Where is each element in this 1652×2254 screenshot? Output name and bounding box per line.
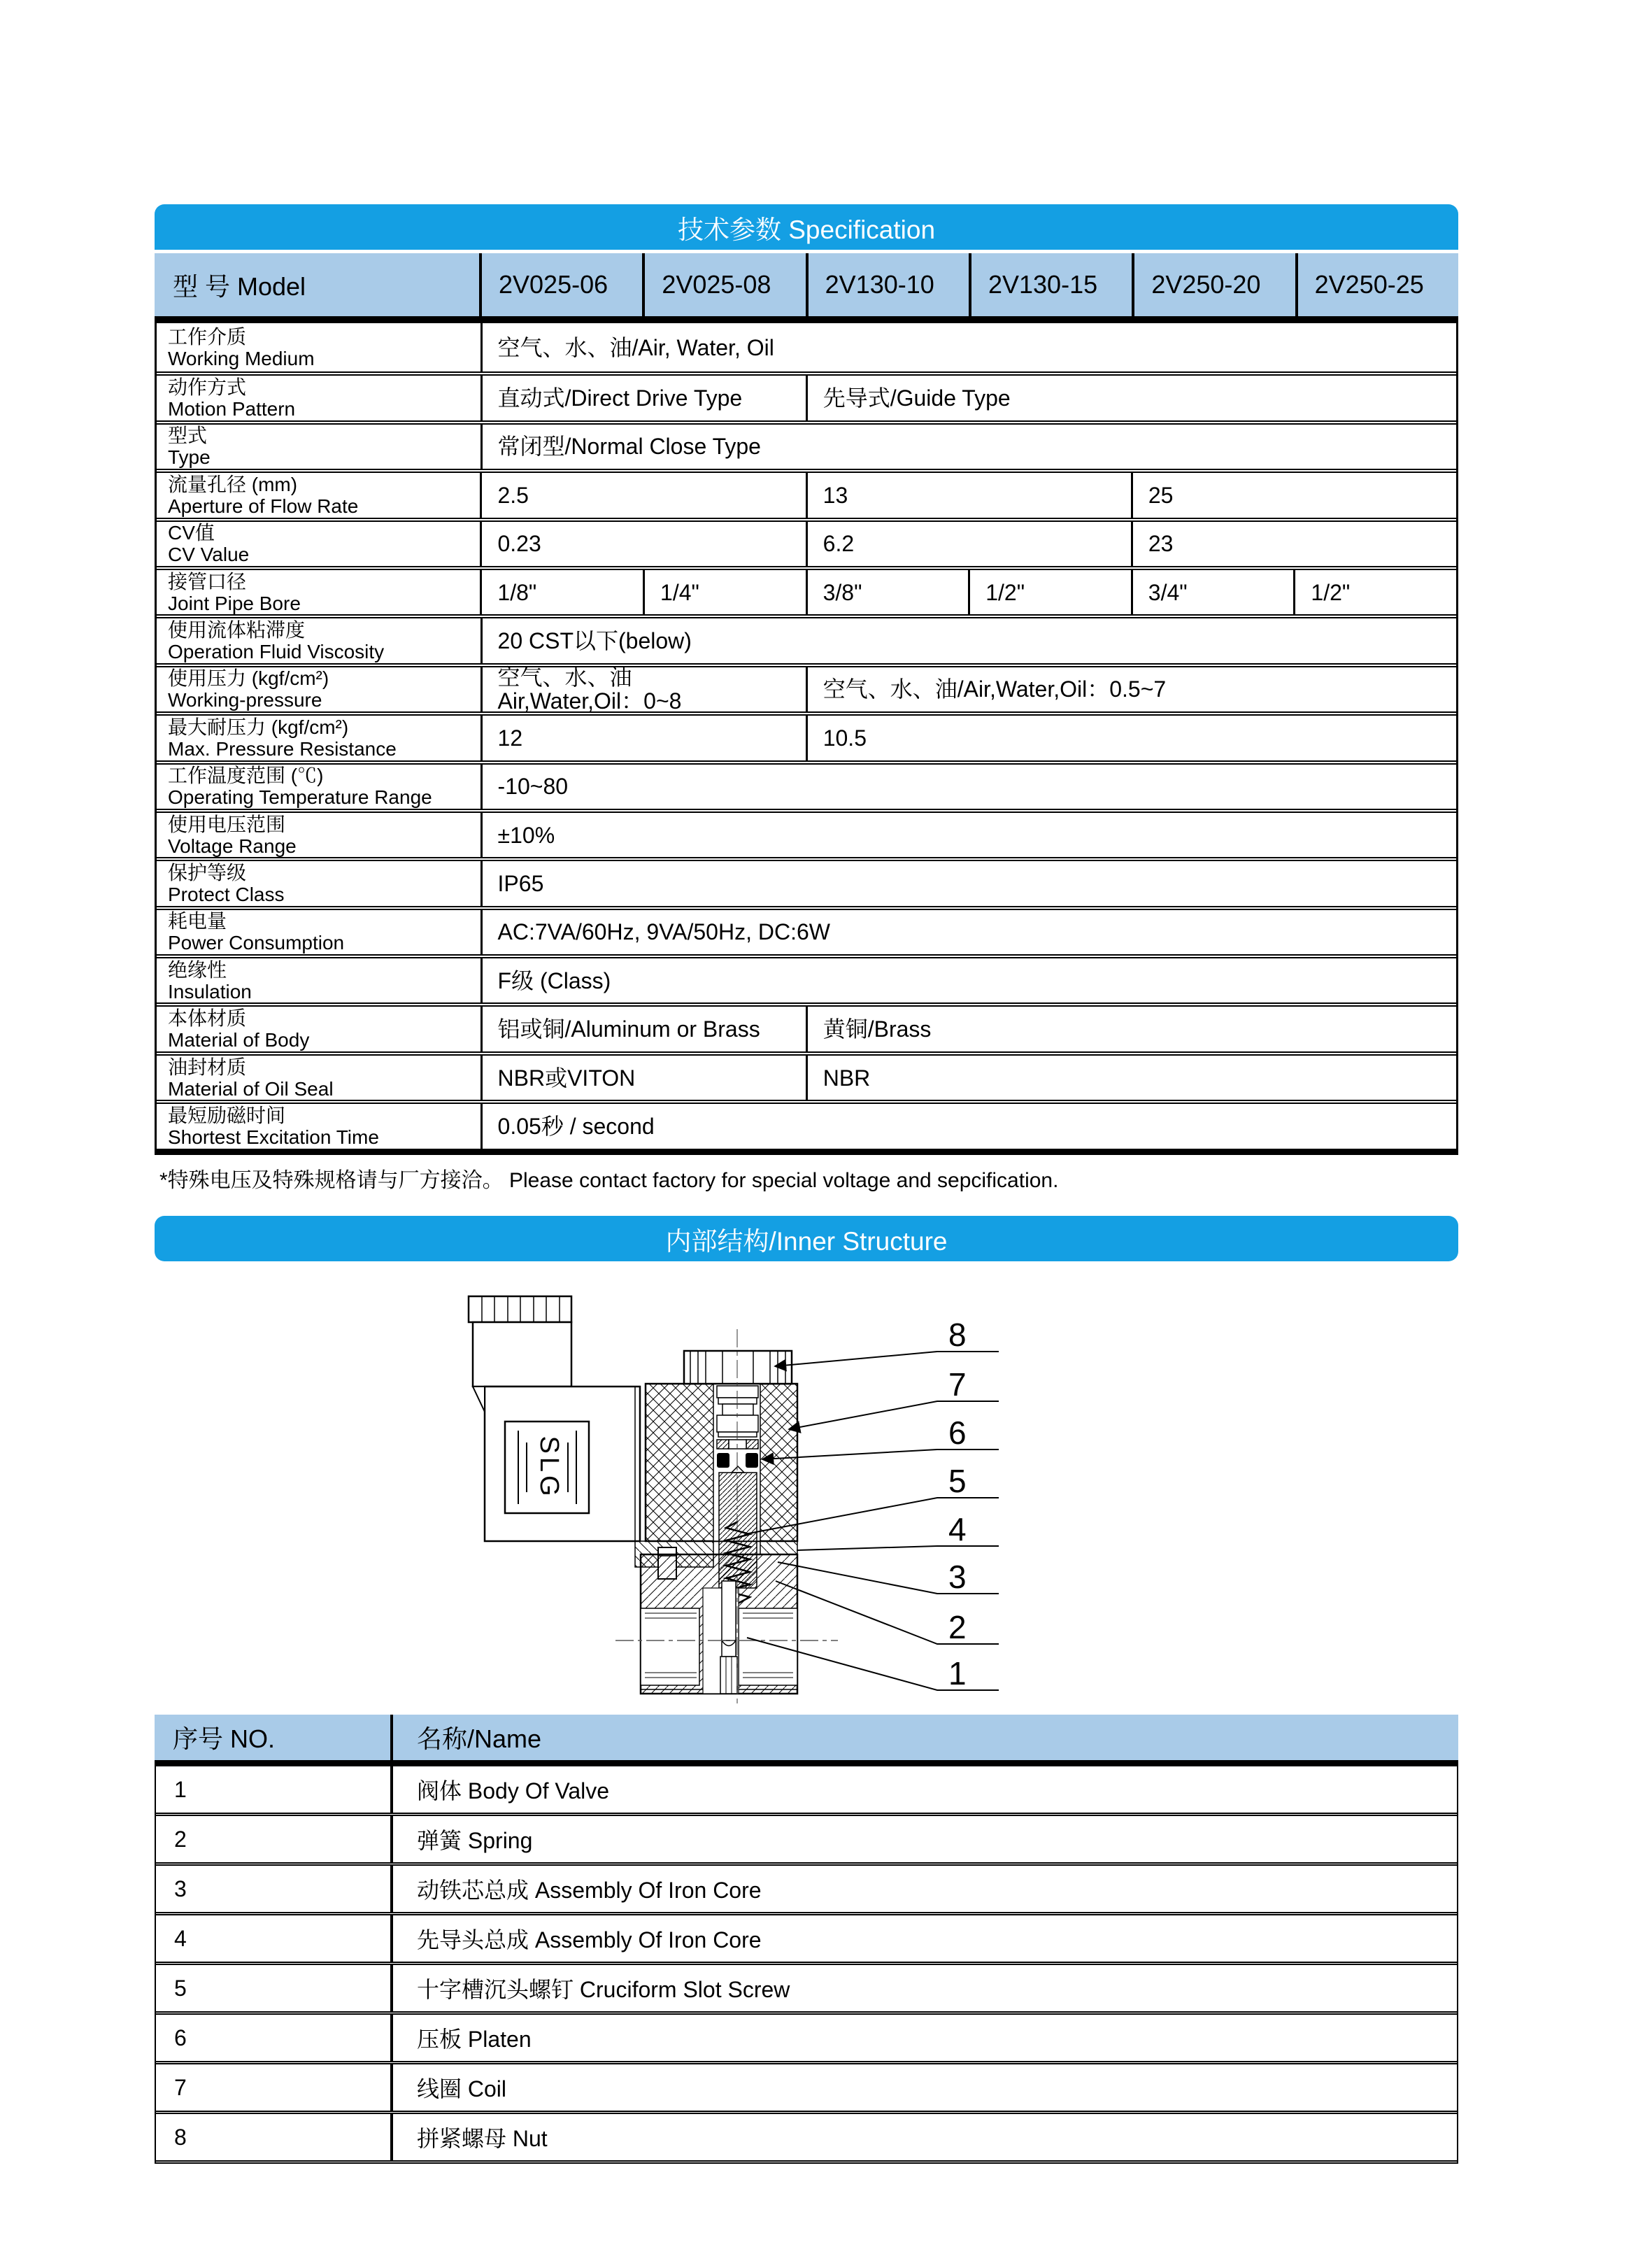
spec-row-label-zh: 绝缘性 bbox=[168, 958, 227, 981]
spec-row bbox=[157, 760, 1456, 809]
parts-row bbox=[156, 1965, 1457, 2015]
spec-row-label-en: Joint Pipe Bore bbox=[168, 592, 301, 614]
parts-row-no: 1 bbox=[174, 1776, 187, 1802]
left-port bbox=[641, 1608, 699, 1685]
spec-row-label-en: Motion Pattern bbox=[168, 398, 296, 420]
spec-row-label bbox=[157, 1056, 480, 1100]
parts-row bbox=[156, 2114, 1457, 2164]
connector-body bbox=[473, 1387, 640, 1541]
spec-section-title: 技术参数 Specification bbox=[677, 215, 936, 244]
spec-row bbox=[157, 371, 1456, 420]
callout-6: 6 bbox=[948, 1415, 967, 1451]
spec-row-label bbox=[157, 618, 480, 662]
parts-row-name: 先导头总成 Assembly Of Iron Core bbox=[390, 1915, 1457, 1962]
spec-value-cell: NBR或VITON bbox=[480, 1056, 806, 1100]
callout-7: 7 bbox=[948, 1366, 967, 1403]
spec-row-label-zh: 本体材质 bbox=[168, 1007, 247, 1030]
parts-row bbox=[156, 1866, 1457, 1915]
spec-row-label bbox=[157, 425, 480, 469]
spec-row-label bbox=[157, 861, 480, 905]
seal-ring-right bbox=[746, 1453, 758, 1468]
spec-value-cell: 20 CST以下(below) bbox=[480, 618, 1456, 662]
parts-row-no: 5 bbox=[174, 1975, 187, 2001]
model-cell: 2V250-20 bbox=[1132, 253, 1295, 316]
model-cell: 2V130-15 bbox=[969, 253, 1132, 316]
callout-5: 5 bbox=[948, 1463, 967, 1499]
valve-cross-section-diagram bbox=[385, 1287, 1014, 1707]
spec-row-label-en: Working Medium bbox=[168, 347, 315, 369]
spec-row bbox=[157, 954, 1456, 1002]
parts-row-name: 线圈 Coil bbox=[390, 2064, 1457, 2111]
spec-row-label-zh: 保护等级 bbox=[168, 861, 247, 884]
spec-row bbox=[157, 323, 1456, 371]
parts-row bbox=[156, 1816, 1457, 1866]
spec-row-label-en: Material of Body bbox=[168, 1029, 310, 1051]
model-header-row bbox=[155, 253, 1458, 316]
spec-row-label-zh: 最大耐压力 (kgf/cm²) bbox=[168, 716, 349, 738]
spec-row-label-zh: 流量孔径 (mm) bbox=[168, 473, 298, 495]
parts-row bbox=[156, 1766, 1457, 1816]
parts-row-no: 2 bbox=[174, 1826, 187, 1852]
spec-row-label-en: Protect Class bbox=[168, 883, 285, 905]
spec-row-label-zh: 耗电量 bbox=[168, 910, 227, 933]
spec-value-cell: ±10% bbox=[480, 813, 1456, 857]
spec-row-label bbox=[157, 1007, 480, 1051]
spec-value-cell: 23 bbox=[1131, 522, 1456, 566]
spec-row-label-en: CV Value bbox=[168, 544, 250, 566]
spec-row-label-zh: 动作方式 bbox=[168, 376, 247, 399]
spec-footnote: *特殊电压及特殊规格请与厂方接洽。 Please contact factory for special voltage and sepcification. bbox=[159, 1169, 1059, 1192]
spec-row bbox=[157, 614, 1456, 662]
spec-row-label-zh: 工作温度范围 (℃) bbox=[168, 765, 324, 787]
spec-row-label-zh: 使用流体粘滞度 bbox=[168, 619, 306, 642]
spec-row-label-zh: 接管口径 bbox=[168, 570, 247, 593]
valve-seat-cavity bbox=[703, 1581, 739, 1694]
spec-row bbox=[157, 1100, 1456, 1148]
spec-value-cell: IP65 bbox=[480, 861, 1456, 905]
spec-value-cell: 直动式/Direct Drive Type bbox=[480, 376, 806, 420]
spec-value-cell: 10.5 bbox=[806, 716, 1456, 760]
spec-value-cell: 12 bbox=[480, 716, 806, 760]
connector-cap bbox=[469, 1296, 571, 1387]
spec-value-line: Air,Water,Oil：0~8 bbox=[497, 688, 682, 714]
spec-value-cell: 1/2" bbox=[968, 570, 1131, 614]
spec-value-cell: F级 (Class) bbox=[480, 958, 1456, 1002]
parts-row-no: 7 bbox=[174, 2074, 187, 2100]
spec-value-cell: 6.2 bbox=[806, 522, 1131, 566]
callout-numbers bbox=[948, 1317, 967, 1692]
parts-row-no: 8 bbox=[174, 2124, 187, 2150]
spec-value-cell: 黄铜/Brass bbox=[806, 1007, 1456, 1051]
spec-row bbox=[157, 1051, 1456, 1100]
spec-row-label-en: Max. Pressure Resistance bbox=[168, 737, 397, 760]
spec-row bbox=[157, 420, 1456, 469]
spec-row-label-en: Aperture of Flow Rate bbox=[168, 495, 359, 517]
spec-row-label bbox=[157, 473, 480, 517]
spec-row-label-zh: 工作介质 bbox=[168, 325, 247, 348]
parts-row-no: 6 bbox=[174, 2025, 187, 2050]
spec-row bbox=[157, 566, 1456, 614]
spec-row-label bbox=[157, 765, 480, 809]
callout-3: 3 bbox=[948, 1559, 967, 1595]
model-cell: 2V130-10 bbox=[806, 253, 969, 316]
spec-row-label-zh: 型式 bbox=[168, 425, 208, 447]
spec-row bbox=[157, 663, 1456, 714]
model-cell: 2V025-06 bbox=[479, 253, 642, 316]
spec-row-label-en: Insulation bbox=[168, 980, 252, 1002]
spec-value-cell: 3/8" bbox=[806, 570, 969, 614]
spec-value-cell: 25 bbox=[1131, 473, 1456, 517]
spec-row-label bbox=[157, 522, 480, 566]
model-cell: 2V250-25 bbox=[1295, 253, 1458, 316]
spec-row-label-zh: 使用电压范围 bbox=[168, 813, 286, 835]
spec-value-cell: 0.23 bbox=[480, 522, 805, 566]
callout-8: 8 bbox=[948, 1317, 967, 1353]
spec-value-cell: 1/2" bbox=[1293, 570, 1456, 614]
spec-row-label-en: Working-pressure bbox=[168, 689, 322, 711]
parts-row-name: 十字槽沉头螺钉 Cruciform Slot Screw bbox=[390, 1965, 1457, 2011]
spec-row-label-en: Operation Fluid Viscosity bbox=[168, 641, 385, 663]
spec-value-cell: 1/8" bbox=[480, 570, 643, 614]
spec-row-label bbox=[157, 958, 480, 1002]
spec-row-label bbox=[157, 323, 480, 371]
parts-row-no: 3 bbox=[174, 1876, 187, 1901]
inner-structure-title-bar bbox=[155, 1216, 1458, 1261]
parts-table-rows bbox=[155, 1766, 1458, 2164]
spec-value-cell: 1/4" bbox=[643, 570, 806, 614]
spec-value-cell bbox=[480, 665, 806, 714]
parts-row-name: 动铁芯总成 Assembly Of Iron Core bbox=[390, 1866, 1457, 1912]
parts-row bbox=[156, 2064, 1457, 2114]
spec-value-line: 空气、水、油 bbox=[497, 665, 632, 690]
spec-row-label-zh: CV值 bbox=[168, 522, 215, 544]
right-port bbox=[739, 1608, 797, 1685]
model-row-divider bbox=[155, 316, 1458, 323]
spec-row bbox=[157, 711, 1456, 760]
spec-value-cell: 空气、水、油/Air,Water,Oil：0.5~7 bbox=[806, 667, 1456, 711]
parts-table bbox=[155, 1715, 1458, 2164]
spec-value-cell: 铝或铜/Aluminum or Brass bbox=[480, 1007, 806, 1051]
spec-row-label-en: Type bbox=[168, 446, 211, 469]
parts-table-header bbox=[155, 1715, 1458, 1766]
model-header-label: 型 号 Model bbox=[173, 271, 306, 301]
parts-row bbox=[156, 2015, 1457, 2064]
spec-row-label bbox=[157, 910, 480, 954]
spec-value-cell: 0.05秒 / second bbox=[480, 1104, 1456, 1148]
spec-row-label bbox=[157, 813, 480, 857]
spec-row-label bbox=[157, 1104, 480, 1148]
spec-row bbox=[157, 857, 1456, 905]
spec-row-label bbox=[157, 667, 480, 711]
parts-header-name: 名称/Name bbox=[390, 1715, 1458, 1760]
spec-row bbox=[157, 809, 1456, 857]
spec-value-cell: 2.5 bbox=[480, 473, 805, 517]
parts-row-name: 压板 Platen bbox=[390, 2015, 1457, 2061]
spec-row-label-zh: 使用压力 (kgf/cm²) bbox=[168, 667, 329, 690]
spec-row-label bbox=[157, 570, 480, 614]
spec-row-label-zh: 油封材质 bbox=[168, 1056, 247, 1078]
parts-row-name: 拼紧螺母 Nut bbox=[390, 2114, 1457, 2160]
spec-row bbox=[157, 518, 1456, 566]
spec-row-label-zh: 最短励磁时间 bbox=[168, 1104, 286, 1126]
spec-row bbox=[157, 906, 1456, 954]
spec-row-label-en: Voltage Range bbox=[168, 835, 297, 857]
parts-row-name: 弹簧 Spring bbox=[390, 1816, 1457, 1862]
spec-value-cell: -10~80 bbox=[480, 765, 1456, 809]
spec-value-cell: NBR bbox=[806, 1056, 1456, 1100]
callout-1: 1 bbox=[948, 1655, 967, 1692]
parts-row bbox=[156, 1915, 1457, 1965]
spec-value-cell: AC:7VA/60Hz, 9VA/50Hz, DC:6W bbox=[480, 910, 1456, 954]
spec-row-label-en: Operating Temperature Range bbox=[168, 786, 432, 809]
seal-ring-left bbox=[717, 1453, 729, 1468]
spec-value-cell: 常闭型/Normal Close Type bbox=[480, 425, 1456, 469]
spec-section-title-bar bbox=[155, 204, 1458, 250]
spec-value-cell: 空气、水、油/Air, Water, Oil bbox=[480, 323, 1456, 371]
spec-value-cell: 先导式/Guide Type bbox=[806, 376, 1456, 420]
callout-2: 2 bbox=[948, 1609, 967, 1645]
spec-row-label-en: Material of Oil Seal bbox=[168, 1077, 334, 1100]
spec-value-cell: 3/4" bbox=[1131, 570, 1294, 614]
parts-row-no: 4 bbox=[174, 1925, 187, 1951]
spec-row bbox=[157, 1002, 1456, 1051]
spec-row-label bbox=[157, 376, 480, 420]
callout-4: 4 bbox=[948, 1511, 967, 1547]
spec-value-cell: 13 bbox=[806, 473, 1131, 517]
inner-structure-title: 内部结构/Inner Structure bbox=[665, 1226, 948, 1256]
model-cell: 2V025-08 bbox=[642, 253, 805, 316]
top-nut bbox=[684, 1351, 792, 1384]
spec-row-label-en: Shortest Excitation Time bbox=[168, 1126, 379, 1148]
brand-label: SLG bbox=[534, 1436, 564, 1500]
spec-table-body bbox=[155, 323, 1458, 1155]
parts-row-name: 阀体 Body Of Valve bbox=[390, 1766, 1457, 1813]
spec-row-label bbox=[157, 716, 480, 760]
spec-row-label-en: Power Consumption bbox=[168, 932, 345, 954]
spec-row bbox=[157, 469, 1456, 517]
parts-header-no: 序号 NO. bbox=[173, 1724, 276, 1753]
